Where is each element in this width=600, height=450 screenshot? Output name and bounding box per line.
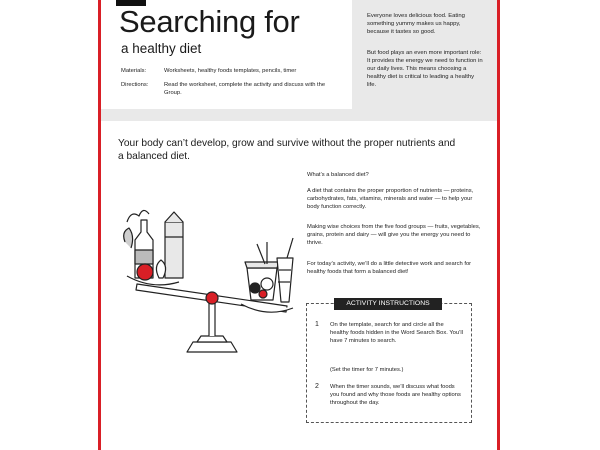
step-1-text: On the template, search for and circle all the healthy foods hidden in the Word Search Box. You’ll have 7 minutes to search.	[330, 322, 463, 344]
page-subtitle: a healthy diet	[121, 41, 202, 56]
activity-instructions-title: ACTIVITY INSTRUCTIONS	[334, 298, 442, 310]
page-title: Searching for	[119, 4, 300, 39]
materials-value: Worksheets, healthy foods templates, pencils, timer	[164, 68, 297, 74]
balanced-diet-definition: A diet that contains the proper proportion of nutrients — proteins, carbohydrates, fats, vitamins, minerals and water — to help your body function correctly.	[307, 188, 474, 210]
right-red-border	[497, 0, 500, 450]
materials-label: Materials:	[121, 68, 147, 74]
step-1-note: (Set the timer for 7 minutes.)	[330, 367, 404, 373]
step-2-number: 2	[315, 383, 319, 390]
directions-label: Directions:	[121, 82, 149, 88]
step-1-number: 1	[315, 321, 319, 328]
step-2-text: When the timer sounds, we’ll discuss what foods you found and why those foods are healthy options throughout the day.	[330, 384, 461, 406]
intro-paragraph-2: But food plays an even more important role: It provides the energy we need to function in our daily lives. This means choosing a healthy diet is critical to leading a healthy life.	[367, 50, 483, 88]
food-groups-paragraph: Making wise choices from the five food groups — fruits, vegetables, grains, protein and dairy — will give you the energy you need to thrive.	[307, 224, 481, 246]
activity-intro-paragraph: For today’s activity, we’ll do a little detective work and search for healthy foods that form a balanced diet!	[307, 261, 472, 275]
intro-paragraph-1: Everyone loves delicious food. Eating something yummy makes us happy, because it tastes so good.	[367, 13, 465, 35]
directions-value: Read the worksheet, complete the activity and discuss with the Group.	[164, 82, 326, 96]
balance-scale-illustration	[117, 192, 303, 362]
body-headline: Your body can’t develop, grow and survive without the proper nutrients and a balanced diet.	[118, 138, 456, 162]
balanced-diet-question: What’s a balanced diet?	[307, 172, 369, 178]
